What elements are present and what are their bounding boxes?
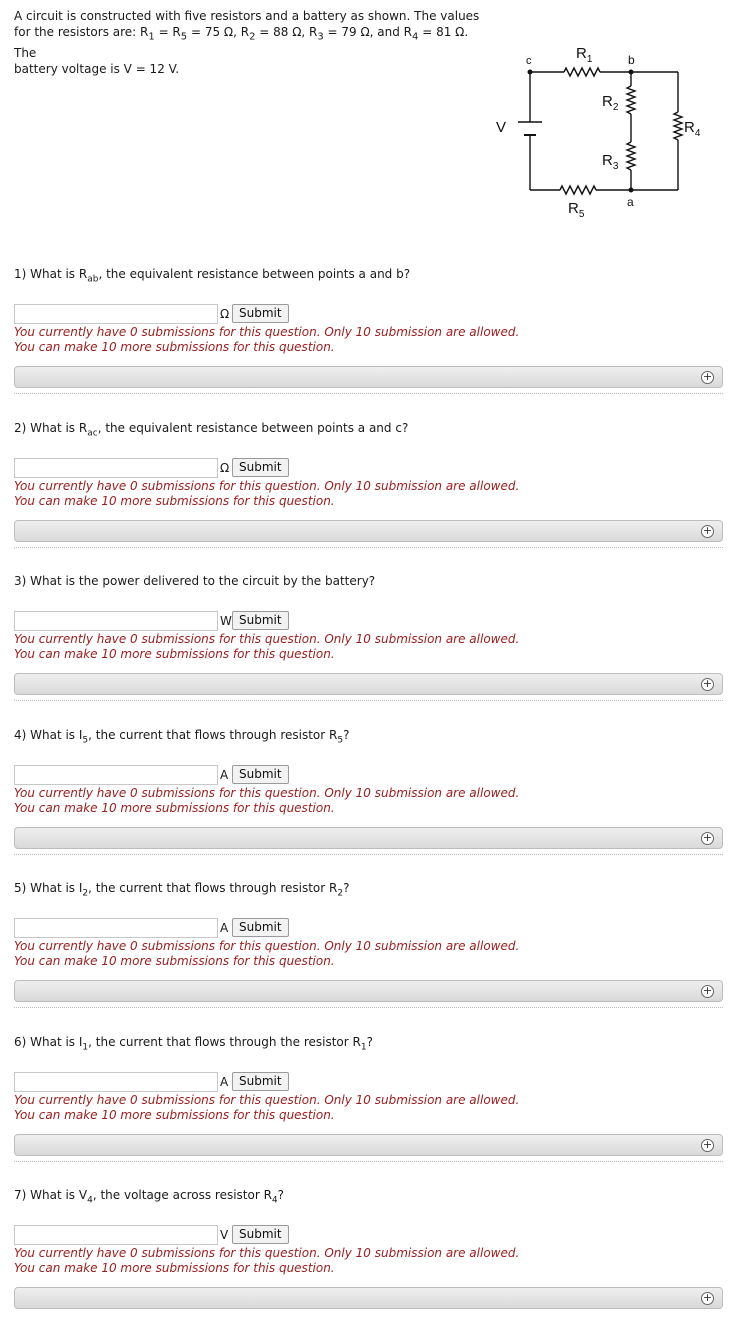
expand-plus-icon[interactable]: + (702, 1138, 713, 1151)
label-r1: $R_1$ (576, 45, 593, 65)
unit-label-6: A (220, 1075, 229, 1089)
question-2-text: 2) What is $R_{ac}$, the equivalent resistance between points a and c? (14, 421, 409, 439)
question-5-text: 5) What is $I_2$, the current that flows through resistor $R_2$? (14, 881, 350, 899)
answer-input-5[interactable] (14, 918, 218, 938)
answer-input-6[interactable] (14, 1072, 218, 1092)
answer-input-1[interactable] (14, 304, 218, 324)
submit-button-2[interactable]: Submit (232, 458, 289, 477)
hint-expander-6[interactable] (14, 1134, 723, 1156)
submission-message-3: You currently have 0 submissions for this question. Only 10 submission are allowed. You can make 10 more submissions for this question. (14, 632, 520, 661)
submit-button-3[interactable]: Submit (232, 611, 289, 630)
divider (14, 547, 723, 548)
hint-expander-4[interactable] (14, 827, 723, 849)
submission-message-1: You currently have 0 submissions for this question. Only 10 submission are allowed. You can make 10 more submissions for this question. (14, 325, 520, 354)
unit-label-7: V (220, 1228, 229, 1242)
label-node-b: b (628, 53, 635, 67)
question-7 (14, 1187, 724, 1317)
submission-message-6: You currently have 0 submissions for this question. Only 10 submission are allowed. You can make 10 more submissions for this question. (14, 1093, 520, 1122)
divider (14, 1007, 723, 1008)
submission-message-5: You currently have 0 submissions for this question. Only 10 submission are allowed. You can make 10 more submissions for this question. (14, 939, 520, 968)
question-1-text: 1) What is $R_{ab}$, the equivalent resistance between points a and b? (14, 267, 411, 285)
question-6-text: 6) What is $I_1$, the current that flows through the resistor $R_1$? (14, 1035, 373, 1053)
submission-message-7: You currently have 0 submissions for this question. Only 10 submission are allowed. You can make 10 more submissions for this question. (14, 1246, 520, 1275)
divider (14, 393, 723, 394)
hint-expander-2[interactable] (14, 520, 723, 542)
question-4-text: 4) What is $I_5$, the current that flows through resistor $R_5$? (14, 728, 350, 746)
label-node-c: c (526, 55, 532, 67)
hint-expander-3[interactable] (14, 673, 723, 695)
problem-statement (14, 8, 484, 77)
node-c-dot (528, 70, 533, 75)
unit-label-1: Ω (220, 307, 230, 321)
node-b-dot (629, 70, 634, 75)
expand-plus-icon[interactable]: + (702, 370, 713, 383)
problem-line-1: A circuit is constructed with five resistors and a battery as shown. The values (14, 9, 480, 23)
question-2 (14, 420, 724, 550)
problem-line-3: battery voltage is V = 12 V. (14, 62, 180, 77)
divider (14, 1161, 723, 1162)
question-4 (14, 727, 724, 857)
question-5 (14, 880, 724, 1010)
divider (14, 700, 723, 701)
divider (14, 854, 723, 855)
submit-button-5[interactable]: Submit (232, 918, 289, 937)
expand-plus-icon[interactable]: + (702, 984, 713, 997)
label-r3: $R_3$ (602, 152, 619, 172)
submission-message-4: You currently have 0 submissions for this question. Only 10 submission are allowed. You can make 10 more submissions for this question. (14, 786, 520, 815)
unit-label-3: W (220, 614, 232, 628)
answer-input-3[interactable] (14, 611, 218, 631)
submit-button-6[interactable]: Submit (232, 1072, 289, 1091)
problem-line-2: for the resistors are: $R_1 = R_5 = 75$ Ω, $R_2 = 88$ Ω, $R_3 = 79$ Ω, and $R_4 = 81$ Ω. The (14, 25, 469, 61)
expand-plus-icon[interactable]: + (702, 677, 713, 690)
label-r2: $R_2$ (602, 93, 619, 113)
expand-plus-icon[interactable]: + (702, 524, 713, 537)
submit-button-4[interactable]: Submit (232, 765, 289, 784)
question-6 (14, 1034, 724, 1164)
label-r4: $R_4$ (684, 119, 701, 139)
answer-input-4[interactable] (14, 765, 218, 785)
label-node-a: a (627, 195, 634, 209)
question-3-text: 3) What is the power delivered to the circuit by the battery? (14, 574, 376, 588)
question-7-text: 7) What is $V_4$, the voltage across resistor $R_4$? (14, 1188, 285, 1206)
unit-label-5: A (220, 921, 229, 935)
circuit-diagram (488, 40, 728, 240)
answer-input-7[interactable] (14, 1225, 218, 1245)
unit-label-4: A (220, 768, 229, 782)
label-r5: $R_5$ (568, 200, 585, 220)
submit-button-1[interactable]: Submit (232, 304, 289, 323)
hint-expander-7[interactable] (14, 1287, 723, 1309)
submit-button-7[interactable]: Submit (232, 1225, 289, 1244)
unit-label-2: Ω (220, 461, 230, 475)
expand-plus-icon[interactable]: + (702, 831, 713, 844)
answer-input-2[interactable] (14, 458, 218, 478)
hint-expander-1[interactable] (14, 366, 723, 388)
label-v: V (496, 119, 507, 136)
node-a-dot (629, 188, 634, 193)
question-1 (14, 266, 724, 396)
question-3 (14, 573, 724, 703)
hint-expander-5[interactable] (14, 980, 723, 1002)
submission-message-2: You currently have 0 submissions for this question. Only 10 submission are allowed. You can make 10 more submissions for this question. (14, 479, 520, 508)
expand-plus-icon[interactable]: + (702, 1291, 713, 1304)
